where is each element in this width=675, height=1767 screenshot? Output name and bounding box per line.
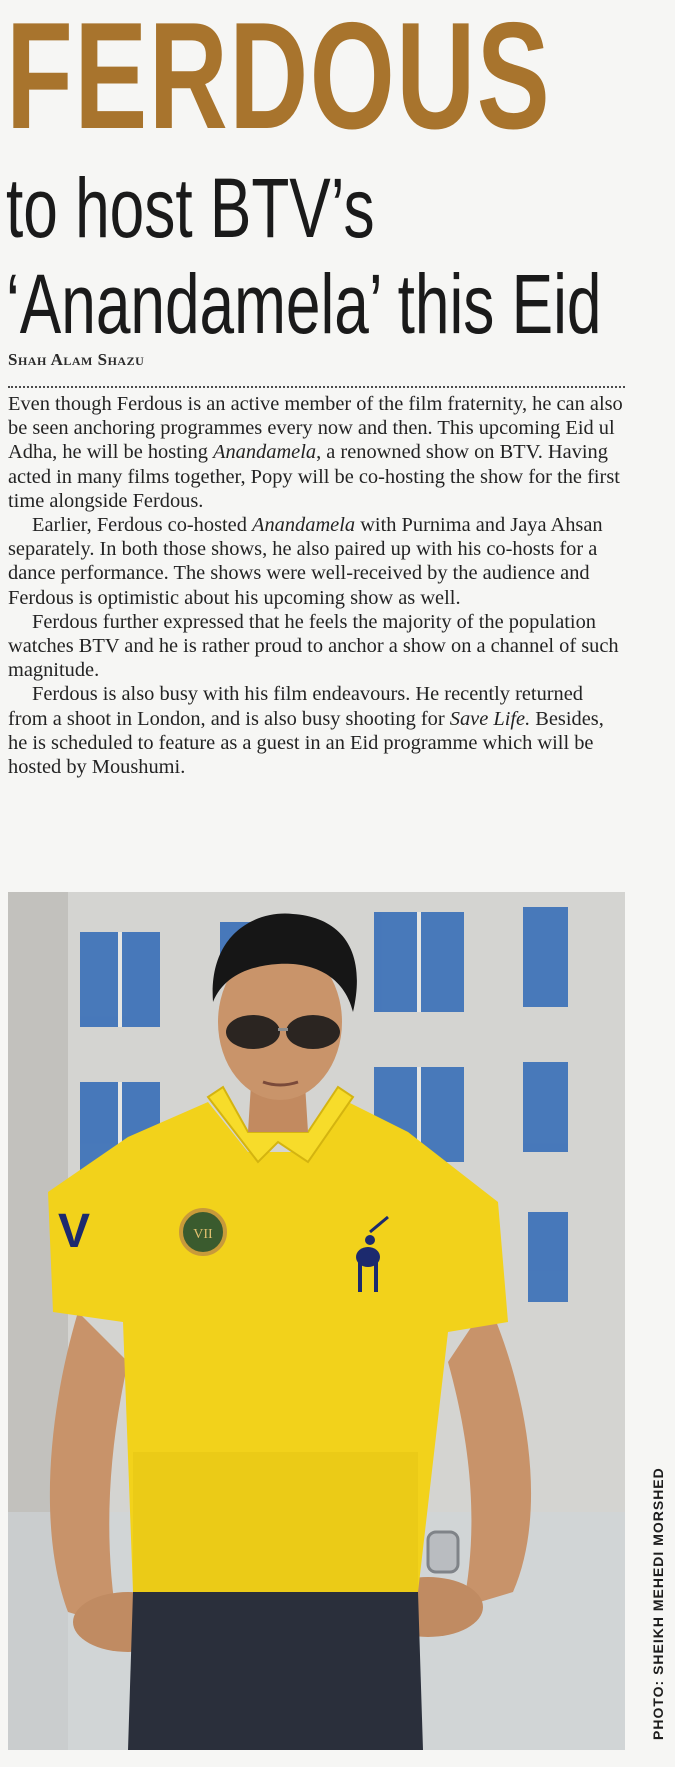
kicker-title: FERDOUS <box>6 0 552 161</box>
window <box>523 907 568 1007</box>
headline-line-2: ‘Anandamela’ this Eid <box>6 257 602 351</box>
paragraph-text: Earlier, Ferdous co-hosted <box>32 514 253 537</box>
headline-line-1: to host BTV’s <box>6 161 375 255</box>
photo-credit: PHOTO: SHEIKH MEHEDI MORSHED <box>650 1467 666 1740</box>
italic-title: Anandamela <box>252 514 356 537</box>
window <box>523 1062 568 1152</box>
article-paragraph <box>8 610 625 683</box>
article-photo <box>8 892 625 1750</box>
headline <box>6 160 601 352</box>
svg-text:VII: VII <box>193 1227 213 1242</box>
paragraph-text: Ferdous is also busy with his film endeavours. He recently returned from a shoot in London, and is also busy shooting for <box>8 683 583 730</box>
wristwatch <box>428 1532 458 1572</box>
paragraph-text: with Purnima and Jaya Ahsan separately. In both those shows, he also paired up with his co-hosts for a dance performance. The shows were well-received by the audience and Ferdous is optimistic about his upcoming show as well. <box>8 514 603 609</box>
article-paragraph <box>8 513 625 610</box>
article-body <box>8 392 625 779</box>
window <box>528 1212 568 1302</box>
shirt-shading <box>133 1452 418 1592</box>
paragraph-text: Ferdous further expressed that he feels the majority of the population watches BTV and he is rather proud to anchor a show on a channel of such magnitude. <box>8 610 619 682</box>
sleeve-letter: V <box>58 1205 91 1258</box>
photo-illustration <box>8 892 625 1750</box>
dotted-divider <box>8 386 625 388</box>
article-paragraph <box>8 392 625 513</box>
crest-emblem <box>181 1210 225 1254</box>
italic-title: Save Life. <box>449 707 531 730</box>
jeans <box>128 1592 423 1750</box>
paragraph-text: Besides, he is scheduled to feature as a guest in an Eid programme which will be hosted by Moushumi. <box>8 707 604 779</box>
byline: Shah Alam Shazu <box>8 350 145 369</box>
paragraph-text: , a renowned show on BTV. Having acted in many films together, Popy will be co-hosting the show for the first time alongside Ferdous. <box>8 441 620 512</box>
article-paragraph <box>8 682 625 779</box>
italic-title: Anandamela <box>213 441 317 464</box>
paragraph-text: Even though Ferdous is an active member of the film fraternity, he can also be seen anchoring programmes every now and then. This upcoming Eid ul Adha, he will be hosting <box>8 393 623 464</box>
